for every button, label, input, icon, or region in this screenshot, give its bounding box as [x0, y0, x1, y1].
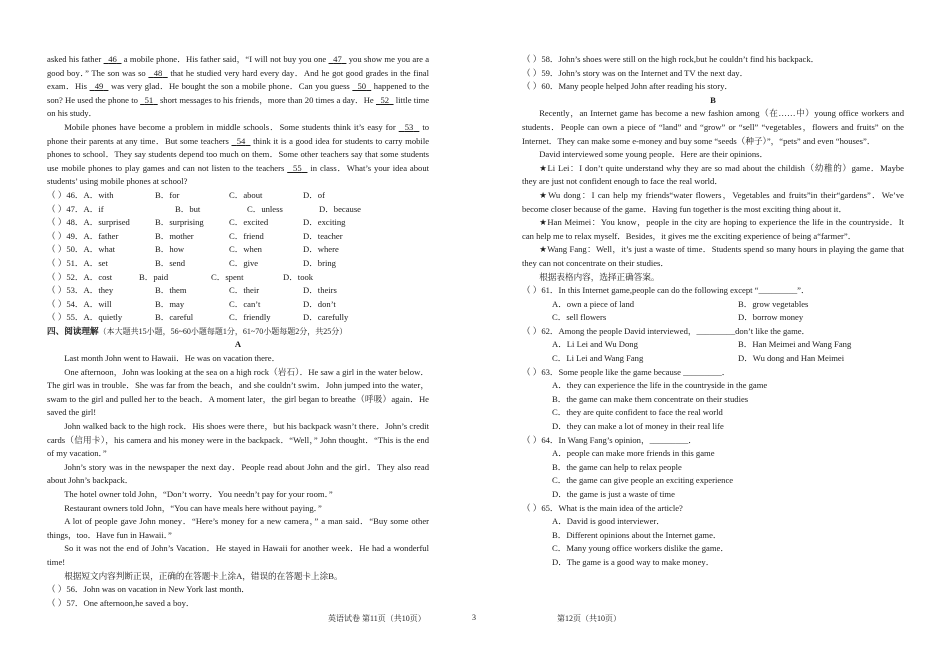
- question-61-options-ab: A．own a piece of land B．grow vegetables: [552, 298, 809, 309]
- option-row-50: （ ）50．A．what B．how C．when D．where: [47, 244, 339, 255]
- question-65-option-c: C．Many young office workers dislike the game．: [552, 543, 729, 554]
- right-column: [522, 53, 904, 570]
- question-61-options-cd: C．sell flowers D．borrow money: [552, 312, 804, 323]
- left-column: [47, 53, 429, 610]
- question-61: （ ）61．In this Internet game,people can do the following except “_________”．: [522, 285, 810, 296]
- question-62-options-ab: A．Li Lei and Wu Dong B．Han Meimei and Wang Fang: [552, 339, 852, 350]
- passage-a-label: A: [234, 339, 242, 350]
- passage-a: Last month John went to Hawaii．He was on vacation there． One afternoon，John was looking at the sea on a high rock（岩石）．He saw a girl in the water below．The girl was in trouble．She was far from the beach，and she couldn’t swim．John jumped into the water，swam to the girl and pulled her to the beach．A moment later，the girl began to breathe（呼吸）again．He saved the girl! John walked back to the high rock．His shoes were there，but his backpack wasn’t there．John’s credit cards（信用卡），his camera and his money were in the backpack．“Well，” John thought．“This is the end of my vacation．” John’s story was in the newspaper the next day．People read about John and the girl．They also read about John’s backpack． The hotel owner told John，“Don’t worry．You needn’t pay for your room．” Restaurant owners told John，“You can have meals here without paying．” A lot of people gave John money．“Here’s money for a new camera，” a man said．“Buy some other things，too．Have fun in Hawaii．” So it was not the end of John’s Vacation．He stayed in Hawaii for another week．He had a wonderful time!: [47, 353, 429, 567]
- blank-50: 50: [357, 81, 367, 92]
- question-64-option-c: C．the game can give people an exciting experience: [552, 475, 734, 486]
- question-64-option-b: B．the game can help to relax people: [552, 461, 682, 472]
- question-56: （ ）56．John was on vacation in New York last month．: [47, 584, 250, 595]
- passage-b: Recently，an Internet game has become a new fashion among（在……中）young office workers and students．People can own a piece of “land” and “grow” or “sell” “vegetables，flowers and fruits” on the Internet．They can make some e-money and buy some “seeds（种子）”，“pets” and even “houses”． David interviewed some young people．Here are their opinions． ★Li Lei：I don’t quite understand why they are so mad about the childish（幼稚的）game．Maybe they are just not confident enough to face the real world． ★Wu dong：I can help my friends“water flowers，Vegetables and fruits”in their“gardens”．We’ve become closer because of the game．Having fun together is the most exciting thing about it． ★Han Meimei：You know，people in the city are hoping to experience the life in the countryside．It can help me to relax myself．Besides，it gives me the exciting experience of being a“farmer”． ★Wang Fang：Well，it’s just a waste of time．Students spend so many hours in playing the game that they can not concentrate on their studies．: [522, 108, 904, 268]
- option-row-52: （ ）52．A．cost B．paid C．spent D．took: [47, 271, 314, 282]
- cloze-options: [47, 189, 429, 325]
- option-row-51: （ ）51．A．set B．send C．give D．bring: [47, 257, 336, 268]
- question-59: （ ）59．John’s story was on the Internet and TV the next day．: [522, 67, 749, 78]
- option-row-48: （ ）48．A．surprised B．surprising C．excited D．exciting: [47, 217, 346, 228]
- question-65: （ ）65．What is the main idea of the article?: [522, 502, 683, 513]
- question-62: （ ）62．Among the people David interviewed，_________don’t like the game．: [522, 325, 811, 336]
- blank-52: 52: [380, 94, 390, 105]
- blank-46: 46: [108, 54, 117, 64]
- question-63: （ ）63．Some people like the game because _________．: [522, 366, 731, 377]
- question-64-option-d: D．the game is just a waste of time: [552, 489, 675, 499]
- cloze-paragraph-2: Mobile phones have become a problem in middle schools．Some students think it’s easy for 53 to phone their parents at any time．But some teachers 54 think it is a good idea for students to carry mobile phones to school．They say students depend too much on them．Some other teachers say that some students use mobile phones to play games and can not listen to the teachers 55 in class．What’s your idea about students’ using mobile phones at school?: [47, 121, 430, 187]
- blank-51: 51: [144, 94, 154, 105]
- question-63-option-b: B．the game can make them concentrate on their studies: [552, 393, 749, 404]
- question-62-options-cd: C．Li Lei and Wang Fang D．Wu dong and Han Meimei: [552, 353, 845, 364]
- question-57: （ ）57．One afternoon,he saved a boy．: [47, 597, 195, 608]
- question-64-option-a: A．people can make more friends in this game: [552, 448, 715, 459]
- question-65-option-b: B．Different opinions about the Internet game．: [552, 529, 722, 540]
- passage-b-label: B: [710, 94, 716, 105]
- question-64: （ ）64．In Wang Fang’s opinion，_________．: [522, 434, 697, 445]
- footer-left-page-label: 英语试卷 第11页（共10页）: [328, 614, 426, 623]
- option-row-54: （ ）54．A．will B．may C．can’t D．don’t: [47, 298, 336, 309]
- option-row-46: （ ）46．A．with B．for C．about D．of: [47, 189, 325, 200]
- blank-47: 47: [333, 54, 342, 64]
- footer-right-page-label: 第12页（共10页）: [557, 614, 621, 623]
- question-65-option-d: D．The game is a good way to make money．: [552, 556, 715, 567]
- question-63-option-d: D．they can make a lot of money in their real life: [552, 421, 724, 432]
- option-row-55: （ ）55．A．quietly B．careful C．friendly D．carefully: [47, 312, 349, 323]
- blank-55: 55: [293, 162, 302, 173]
- option-row-53: （ ）53．A．they B．them C．their D．theirs: [47, 285, 337, 296]
- question-65-option-a: A．David is good interviewer．: [552, 516, 665, 527]
- question-63-option-c: C．they are quite confident to face the real world: [552, 407, 723, 418]
- option-row-49: （ ）49．A．father B．mother C．friend D．teacher: [47, 230, 343, 241]
- cloze-paragraph-1: asked his father 46 a mobile phone．His father said，“I will not buy you one 47 you show me you are a good boy．” The son was so 48 that he studied very hard every day．And he got good grades in the final exam．His 49 was very glad．He bought the son a mobile phone．Can you guess 50 happened to the son? He used the phone to 51 short messages to his friends，more than 20 times a day．He 52 little time on his study．: [47, 54, 430, 119]
- blank-53: 53: [404, 121, 414, 132]
- choice-instruction: 根据表格内容，选择正确答案。: [539, 271, 660, 282]
- footer-center-number: 3: [472, 613, 476, 622]
- option-row-47: （ ）47．A．if B．but C．unless D．because: [47, 203, 361, 214]
- blank-48: 48: [153, 67, 163, 78]
- section-heading: 四、阅读理解（本大题共15小题，56~60小题每题1分，61~70小题每题2分，共25分）: [47, 325, 348, 336]
- question-58: （ ）58．John’s shoes were still on the high rock,but he couldn’t find his backpack．: [522, 54, 820, 64]
- blank-54: 54: [236, 135, 246, 146]
- question-63-option-a: A．they can experience the life in the countryside in the game: [552, 380, 768, 391]
- question-60: （ ）60．Many people helped John after reading his story．: [522, 81, 733, 92]
- tf-instruction: 根据短文内容判断正误，正确的在答题卡上涂A，错误的在答题卡上涂B。: [64, 570, 343, 581]
- blank-49: 49: [94, 81, 104, 92]
